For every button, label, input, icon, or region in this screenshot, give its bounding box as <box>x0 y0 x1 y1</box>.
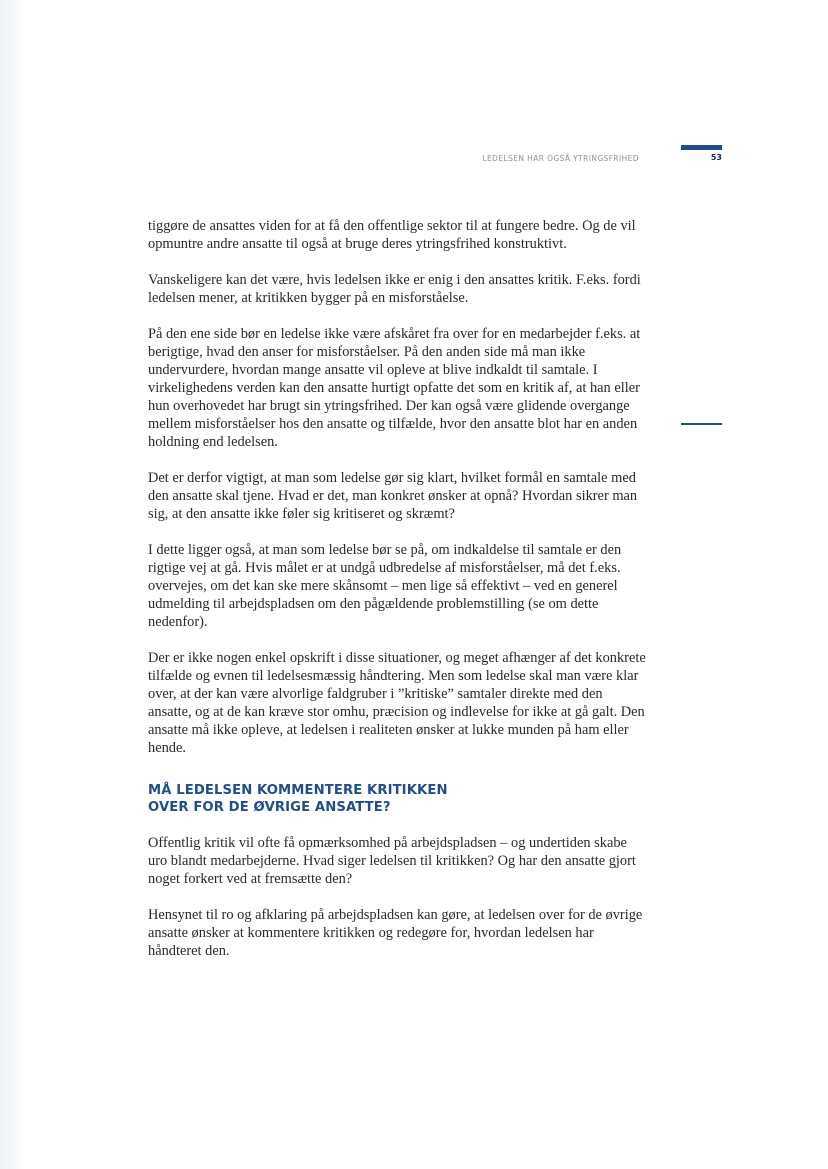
page-number-accent-bar <box>681 145 722 150</box>
paragraph: Det er derfor vigtigt, at man som ledelse gør sig klart, hvilket formål en samtale med den ansatte skal tjene. Hvad er det, man konkret ønsker at opnå? Hvordan sikrer man sig, at den ansatte ikke føler sig kritiseret og skræmt? <box>148 470 638 522</box>
page-number: 53 <box>710 153 722 162</box>
section-heading-line-1: MÅ LEDELSEN KOMMENTERE KRITIKKEN <box>148 783 448 798</box>
paragraph: Der er ikke nogen enkel opskrift i disse situationer, og meget afhænger af det konkrete tilfælde og evnen til ledelsesmæssig håndtering. Men som ledelse skal man være klar over, at der kan være alvorlige faldgruber i ”kritiske” samtaler direkte med den ansatte, og at de kan kræve stor omhu, præcision og indlevelse for ikke at gå galt. Den ansatte må ikke opleve, at ledelsen i realiteten ønsker at lukke munden på ham eller hende. <box>148 650 646 756</box>
margin-accent-rule <box>681 423 722 425</box>
section-heading-line-2: OVER FOR DE ØVRIGE ANSATTE? <box>148 800 391 815</box>
paragraph: I dette ligger også, at man som ledelse bør se på, om indkaldelse til samtale er den rigtige vej at gå. Hvis målet er at undgå udbredelse af misforståelser, må det f.eks. overvejes, om det kan ske mere skånsomt – men lige så effektivt – ved en generel udmelding til arbejdspladsen om den pågældende problemstilling (se om dette nedenfor). <box>148 542 622 630</box>
scan-edge-shadow <box>0 0 26 1169</box>
paragraph: Vanskeligere kan det være, hvis ledelsen ikke er enig i den ansattes kritik. F.eks. fordi ledelsen mener, at kritikken bygger på en misforståelse. <box>148 272 641 306</box>
body-text <box>148 217 648 978</box>
paragraph: På den ene side bør en ledelse ikke være afskåret fra over for en medarbejder f.eks. at berigtige, hvad den anser for misforståelser. På den anden side må man ikke undervurdere, hvordan mange ansatte vil opleve at blive indkaldt til samtale. I virkelighedens verden kan den ansatte hurtigt opfatte det som en kritik af, at han eller hun overhovedet har brugt sin ytringsfrihed. Der kan også være glidende overgange mellem misforståelser hos den ansatte og tilfælde, hvor den ansatte blot har en anden holdning end ledelsen. <box>148 326 641 450</box>
paragraph: tiggøre de ansattes viden for at få den offentlige sektor til at fungere bedre. Og de vil opmuntre andre ansatte til også at bruge deres ytringsfrihed konstruktivt. <box>148 218 636 252</box>
paragraph: Hensynet til ro og afklaring på arbejdspladsen kan gøre, at ledelsen over for de øvrige ansatte ønsker at kommentere kritikken og redegøre for, hvordan ledelsen har håndteret den. <box>148 907 643 959</box>
running-header: LEDELSEN HAR OGSÅ YTRINGSFRIHED <box>482 154 639 163</box>
paragraph: Offentlig kritik vil ofte få opmærksomhed på arbejdspladsen – og undertiden skabe uro blandt medarbejderne. Hvad siger ledelsen til kritikken? Og har den ansatte gjort noget forkert ved at fremsætte den? <box>148 835 636 887</box>
section-heading <box>148 782 648 816</box>
